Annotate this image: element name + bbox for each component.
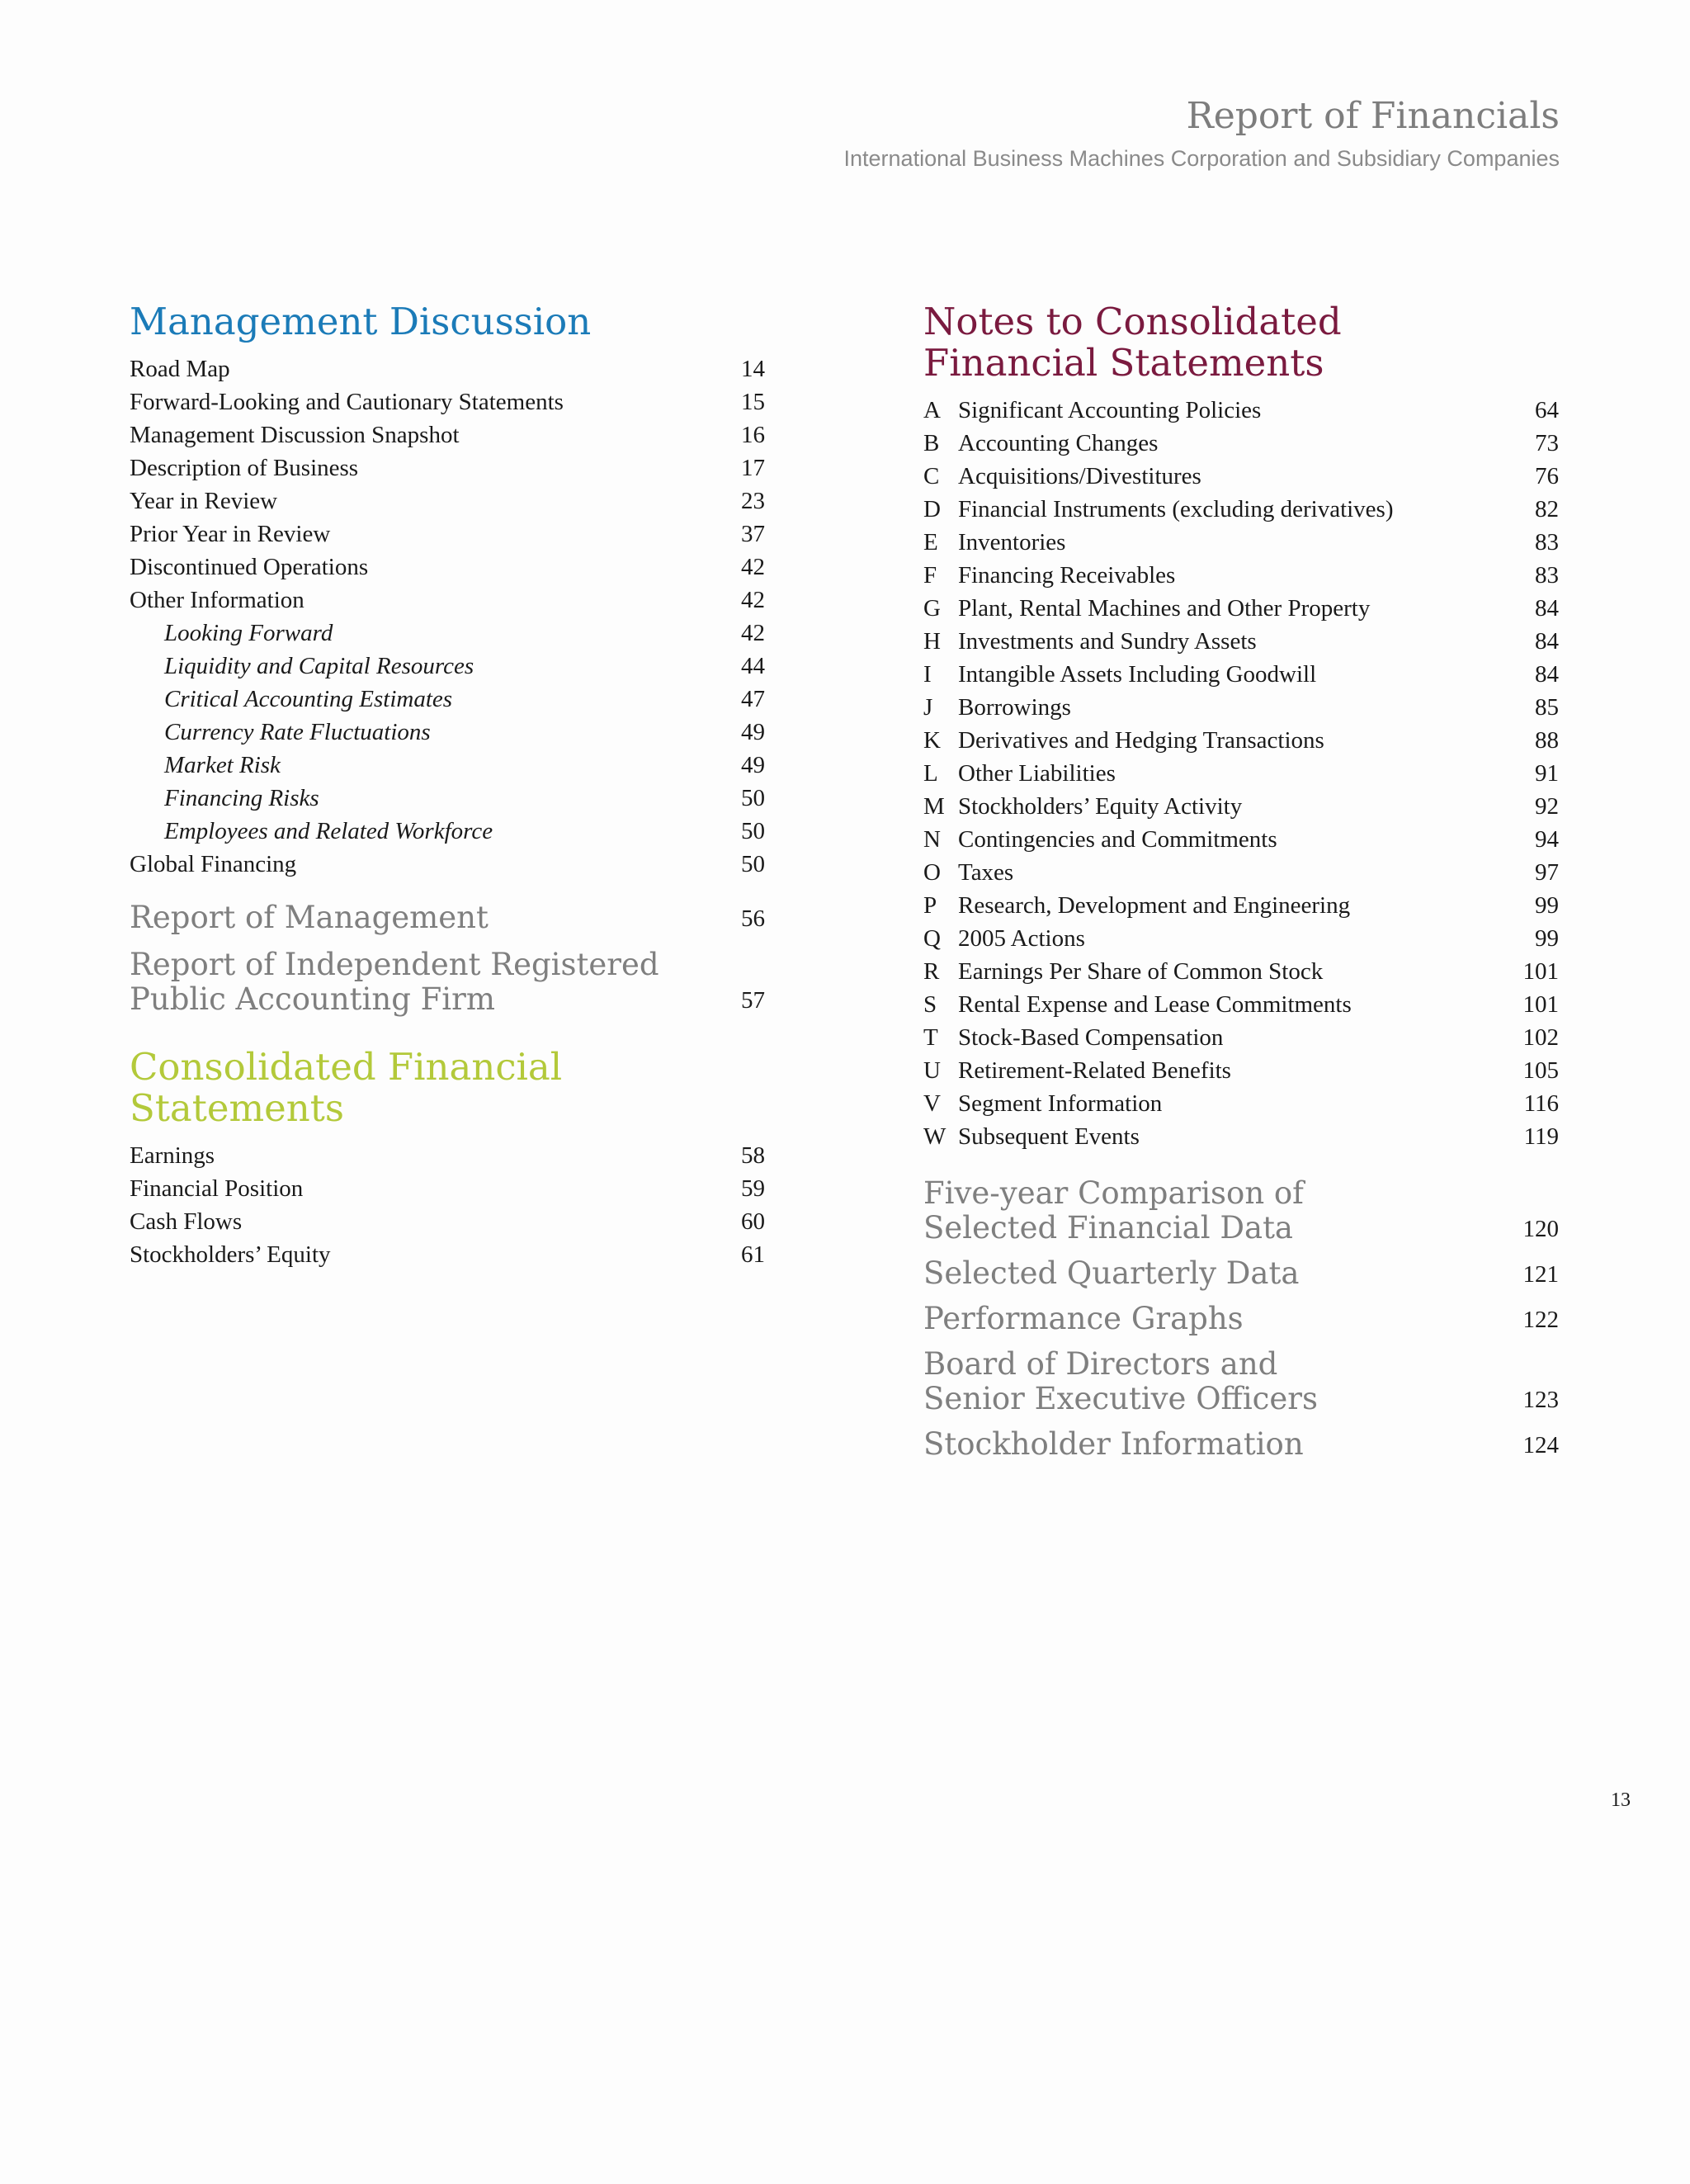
cfs-entry-label: Stockholders’ Equity: [130, 1241, 331, 1268]
note-letter: Q: [923, 925, 941, 952]
md-entry-page: 23: [741, 488, 765, 514]
note-entry[interactable]: [923, 394, 1559, 427]
note-entry-page: 73: [1535, 430, 1559, 456]
note-entry-page: 82: [1535, 496, 1559, 522]
md-entry-label: Global Financing: [130, 851, 297, 877]
cfs-entry[interactable]: [130, 1172, 765, 1205]
md-entry[interactable]: [130, 485, 765, 518]
md-entry-page: 50: [741, 851, 765, 877]
note-title: Inventories: [958, 529, 1066, 555]
note-entry-page: 83: [1535, 562, 1559, 589]
note-letter: N: [923, 826, 941, 853]
note-letter: R: [923, 958, 940, 985]
md-entry-page: 16: [741, 422, 765, 448]
md-entry-label: Critical Accounting Estimates: [164, 686, 453, 712]
md-entry-page: 49: [741, 719, 765, 745]
note-title: Significant Accounting Policies: [958, 397, 1262, 423]
consolidated-list: [130, 1139, 765, 1271]
note-title: Earnings Per Share of Common Stock: [958, 958, 1324, 985]
consolidated-heading-line1: Consolidated Financial: [130, 1045, 563, 1089]
consolidated-heading: [130, 1047, 765, 1129]
stockholder-info-label: Stockholder Information: [923, 1426, 1304, 1462]
note-title: Segment Information: [958, 1090, 1163, 1117]
report-independent-entry[interactable]: [130, 948, 765, 1017]
report-title: Report of Financials: [1186, 95, 1560, 137]
md-entry-label: Liquidity and Capital Resources: [164, 653, 474, 679]
note-entry-label: [923, 856, 1509, 889]
note-entry-page: 94: [1535, 826, 1559, 853]
stockholder-info-page: 124: [1522, 1432, 1559, 1458]
md-entry-page: 50: [741, 818, 765, 844]
md-entry-label: Year in Review: [130, 488, 278, 514]
note-entry[interactable]: [923, 988, 1559, 1021]
note-entry-label: [923, 1087, 1509, 1120]
md-entry-label: Looking Forward: [164, 620, 333, 646]
note-entry-label: [923, 427, 1509, 460]
page-number: 13: [1611, 1789, 1631, 1811]
board-entry[interactable]: [923, 1347, 1559, 1416]
note-letter: C: [923, 463, 940, 489]
board-page: 123: [1522, 1387, 1559, 1413]
cfs-entry-label: Cash Flows: [130, 1208, 243, 1235]
note-entry[interactable]: [923, 922, 1559, 955]
note-title: Research, Development and Engineering: [958, 892, 1351, 919]
note-entry[interactable]: [923, 427, 1559, 460]
note-letter: A: [923, 397, 941, 423]
cfs-entry[interactable]: [130, 1205, 765, 1238]
note-letter: E: [923, 529, 938, 555]
report-independent-line2: Public Accounting Firm: [130, 981, 495, 1017]
note-entry[interactable]: [923, 658, 1559, 691]
note-entry-page: 99: [1535, 925, 1559, 952]
page-header: [844, 92, 1560, 173]
note-entry[interactable]: [923, 757, 1559, 790]
note-entry-label: [923, 394, 1509, 427]
note-entry-page: 76: [1535, 463, 1559, 489]
note-entry-page: 105: [1522, 1057, 1559, 1084]
note-entry-label: [923, 625, 1509, 658]
note-title: Stock-Based Compensation: [958, 1024, 1224, 1051]
md-entry-page: 49: [741, 752, 765, 778]
stockholder-info-entry[interactable]: [923, 1427, 1559, 1462]
note-letter: B: [923, 430, 940, 456]
md-entry-page: 37: [741, 521, 765, 547]
note-entry-label: [923, 691, 1509, 724]
note-title: Intangible Assets Including Goodwill: [958, 661, 1317, 688]
note-entry-page: 119: [1523, 1123, 1559, 1150]
quarterly-entry[interactable]: [923, 1256, 1559, 1291]
note-title: Contingencies and Commitments: [958, 826, 1277, 853]
md-entry[interactable]: [130, 451, 765, 485]
note-title: Derivatives and Hedging Transactions: [958, 727, 1324, 754]
md-entry[interactable]: [130, 385, 765, 418]
note-title: Taxes: [958, 859, 1014, 886]
performance-entry[interactable]: [923, 1302, 1559, 1336]
five-year-entry[interactable]: [923, 1176, 1559, 1246]
md-entry-page: 42: [741, 587, 765, 613]
cfs-entry[interactable]: [130, 1238, 765, 1271]
performance-page: 122: [1522, 1307, 1559, 1333]
note-letter: J: [923, 694, 933, 721]
five-year-line1: Five-year Comparison of: [923, 1175, 1304, 1211]
note-entry[interactable]: [923, 724, 1559, 757]
note-entry[interactable]: [923, 889, 1559, 922]
note-entry-label: [923, 526, 1509, 559]
note-title: Acquisitions/Divestitures: [958, 463, 1201, 489]
md-entry[interactable]: [130, 782, 765, 815]
performance-label: Performance Graphs: [923, 1301, 1244, 1336]
md-entry-page: 17: [741, 455, 765, 481]
notes-heading: [923, 301, 1559, 384]
note-letter: S: [923, 991, 937, 1018]
note-letter: K: [923, 727, 941, 754]
md-entry[interactable]: [130, 749, 765, 782]
note-entry-label: [923, 724, 1509, 757]
board-label: [923, 1347, 1318, 1416]
md-entry-page: 42: [741, 620, 765, 646]
cfs-entry-page: 61: [741, 1241, 765, 1268]
note-entry-page: 99: [1535, 892, 1559, 919]
md-entry-page: 14: [741, 356, 765, 382]
note-title: Financing Receivables: [958, 562, 1176, 589]
md-entry-label: Description of Business: [130, 455, 359, 481]
note-entry-page: 84: [1535, 628, 1559, 655]
cfs-entry-label: Earnings: [130, 1142, 215, 1169]
board-line1: Board of Directors and: [923, 1346, 1278, 1382]
md-entry[interactable]: [130, 551, 765, 584]
note-title: Rental Expense and Lease Commitments: [958, 991, 1352, 1018]
cfs-entry[interactable]: [130, 1139, 765, 1172]
note-entry-label: [923, 757, 1509, 790]
note-entry-label: [923, 790, 1509, 823]
note-title: Subsequent Events: [958, 1123, 1140, 1150]
note-entry-label: [923, 823, 1509, 856]
note-title: Financial Instruments (excluding derivatives): [958, 496, 1394, 522]
note-entry-label: [923, 889, 1509, 922]
note-entry[interactable]: [923, 955, 1559, 988]
note-letter: T: [923, 1024, 938, 1051]
report-of-management-label: Report of Management: [130, 900, 489, 935]
note-entry-label: [923, 493, 1509, 526]
toc-left-column: [130, 301, 765, 1271]
note-entry-label: [923, 1021, 1509, 1054]
note-letter: W: [923, 1123, 946, 1150]
note-entry[interactable]: [923, 823, 1559, 856]
note-letter: V: [923, 1090, 941, 1117]
report-independent-page: 57: [741, 987, 765, 1014]
toc-right-column: [923, 301, 1559, 1462]
five-year-page: 120: [1522, 1216, 1559, 1242]
management-discussion-list: [130, 352, 765, 881]
report-of-management-entry[interactable]: [130, 901, 765, 935]
note-title: Borrowings: [958, 694, 1071, 721]
note-letter: G: [923, 595, 941, 622]
note-title: 2005 Actions: [958, 925, 1085, 952]
note-entry-label: [923, 1120, 1509, 1153]
note-entry-label: [923, 988, 1509, 1021]
note-entry-label: [923, 592, 1509, 625]
note-entry-page: 88: [1535, 727, 1559, 754]
consolidated-heading-line2: Statements: [130, 1086, 344, 1130]
cfs-entry-page: 59: [741, 1175, 765, 1202]
note-letter: D: [923, 496, 941, 522]
md-entry-page: 50: [741, 785, 765, 811]
note-letter: H: [923, 628, 941, 655]
note-entry-page: 97: [1535, 859, 1559, 886]
md-entry[interactable]: [130, 584, 765, 617]
md-entry[interactable]: [130, 683, 765, 716]
note-entry[interactable]: [923, 526, 1559, 559]
note-entry-page: 64: [1535, 397, 1559, 423]
note-entry-page: 83: [1535, 529, 1559, 555]
note-letter: U: [923, 1057, 941, 1084]
md-entry-page: 15: [741, 389, 765, 415]
note-entry-label: [923, 955, 1509, 988]
note-entry-page: 91: [1535, 760, 1559, 787]
note-entry-page: 92: [1535, 793, 1559, 820]
note-entry-page: 102: [1522, 1024, 1559, 1051]
note-entry-label: [923, 922, 1509, 955]
note-entry-label: [923, 460, 1509, 493]
md-entry-page: 42: [741, 554, 765, 580]
note-entry[interactable]: [923, 592, 1559, 625]
note-entry-label: [923, 1054, 1509, 1087]
note-entry-page: 84: [1535, 661, 1559, 688]
note-entry-page: 85: [1535, 694, 1559, 721]
md-entry-label: Financing Risks: [164, 785, 319, 811]
md-entry-label: Prior Year in Review: [130, 521, 331, 547]
quarterly-label: Selected Quarterly Data: [923, 1255, 1300, 1291]
note-entry[interactable]: [923, 625, 1559, 658]
md-entry-label: Market Risk: [164, 752, 281, 778]
md-entry[interactable]: [130, 848, 765, 881]
note-title: Retirement-Related Benefits: [958, 1057, 1231, 1084]
note-entry[interactable]: [923, 1120, 1559, 1153]
note-letter: L: [923, 760, 938, 787]
note-entry-label: [923, 559, 1509, 592]
note-entry-page: 101: [1522, 991, 1559, 1018]
report-independent-label: [130, 948, 659, 1017]
note-entry-page: 101: [1522, 958, 1559, 985]
md-entry-label: Forward-Looking and Cautionary Statements: [130, 389, 564, 415]
md-entry-label: Discontinued Operations: [130, 554, 369, 580]
note-entry-page: 116: [1523, 1090, 1559, 1117]
md-entry-page: 44: [741, 653, 765, 679]
report-subtitle: International Business Machines Corporation and Subsidiary Companies: [843, 146, 1560, 171]
report-of-management-page: 56: [741, 905, 765, 932]
notes-heading-line2: Financial Statements: [923, 341, 1324, 385]
md-entry[interactable]: [130, 650, 765, 683]
cfs-entry-page: 60: [741, 1208, 765, 1235]
cfs-entry-page: 58: [741, 1142, 765, 1169]
note-letter: I: [923, 661, 932, 688]
board-line2: Senior Executive Officers: [923, 1381, 1318, 1416]
note-title: Investments and Sundry Assets: [958, 628, 1257, 655]
note-entry[interactable]: [923, 856, 1559, 889]
note-entry[interactable]: [923, 1087, 1559, 1120]
note-title: Accounting Changes: [958, 430, 1159, 456]
note-letter: F: [923, 562, 937, 589]
md-entry-label: Management Discussion Snapshot: [130, 422, 460, 448]
five-year-label: [923, 1176, 1304, 1246]
note-entry[interactable]: [923, 559, 1559, 592]
note-entry-label: [923, 658, 1509, 691]
quarterly-page: 121: [1522, 1261, 1559, 1288]
md-entry[interactable]: [130, 518, 765, 551]
md-entry-label: Employees and Related Workforce: [164, 818, 493, 844]
management-discussion-heading: Management Discussion: [130, 300, 592, 343]
note-entry[interactable]: [923, 493, 1559, 526]
note-letter: P: [923, 892, 937, 919]
note-title: Stockholders’ Equity Activity: [958, 793, 1243, 820]
note-entry-page: 84: [1535, 595, 1559, 622]
md-entry-label: Currency Rate Fluctuations: [164, 719, 431, 745]
md-entry[interactable]: [130, 352, 765, 385]
note-entry[interactable]: [923, 790, 1559, 823]
note-entry[interactable]: [923, 1054, 1559, 1087]
cfs-entry-label: Financial Position: [130, 1175, 304, 1202]
note-title: Plant, Rental Machines and Other Property: [958, 595, 1371, 622]
note-entry[interactable]: [923, 1021, 1559, 1054]
report-independent-line1: Report of Independent Registered: [130, 947, 659, 982]
md-entry[interactable]: [130, 418, 765, 451]
five-year-line2: Selected Financial Data: [923, 1210, 1293, 1246]
md-entry[interactable]: [130, 716, 765, 749]
note-entry[interactable]: [923, 691, 1559, 724]
notes-list: [923, 394, 1559, 1153]
note-title: Other Liabilities: [958, 760, 1116, 787]
md-entry-page: 47: [741, 686, 765, 712]
note-letter: M: [923, 793, 945, 820]
md-entry-label: Road Map: [130, 356, 230, 382]
md-entry[interactable]: [130, 815, 765, 848]
note-letter: O: [923, 859, 941, 886]
notes-heading-line1: Notes to Consolidated: [923, 300, 1342, 343]
note-entry[interactable]: [923, 460, 1559, 493]
md-entry[interactable]: [130, 617, 765, 650]
md-entry-label: Other Information: [130, 587, 304, 613]
